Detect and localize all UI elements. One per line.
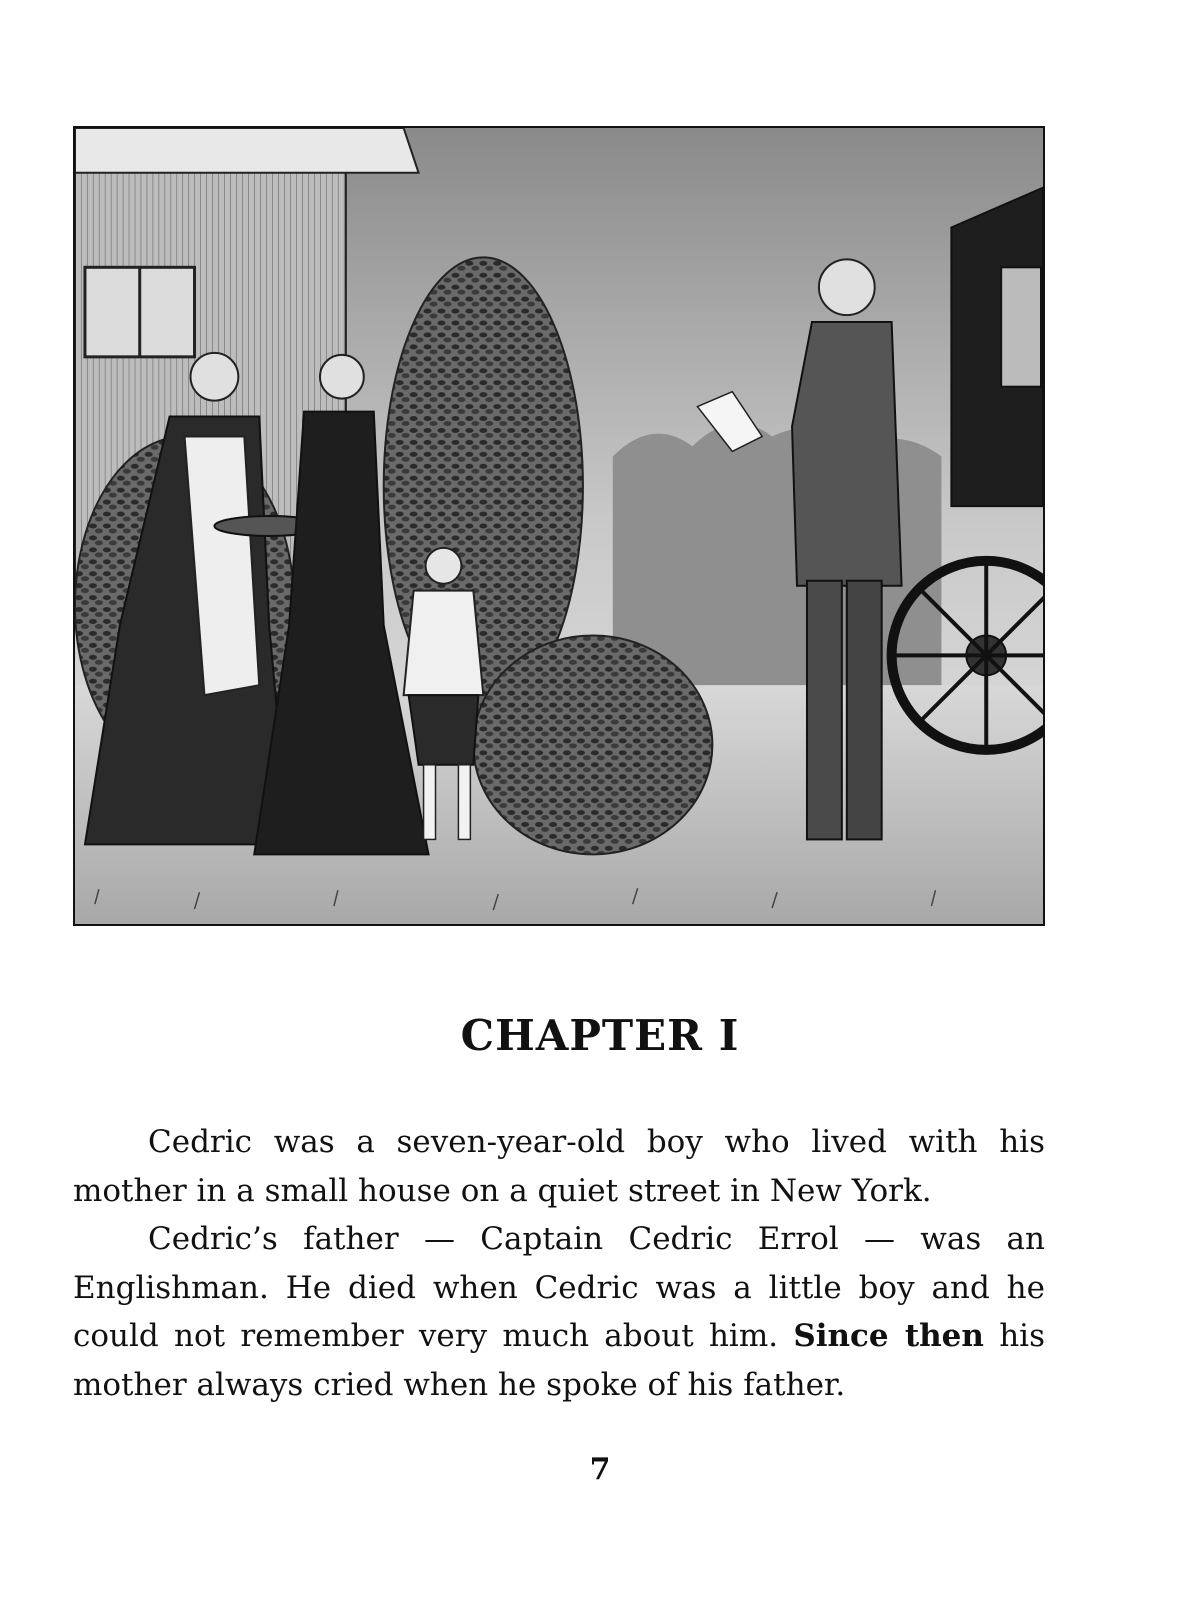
bold-phrase: Since then bbox=[793, 1318, 984, 1354]
chapter-body bbox=[73, 1118, 1045, 1409]
storybook-scene-illustration bbox=[73, 126, 1045, 926]
paragraph-text: his mother always cried when he spoke of his father. bbox=[73, 1318, 1045, 1403]
paragraph bbox=[73, 1118, 1045, 1215]
paragraph-text: Cedric’s father — Captain Cedric Errol — was an Englishman. He died when Cedric was a little boy and he could not remember very much about him. bbox=[73, 1221, 1045, 1354]
page-number: 7 bbox=[589, 1452, 611, 1487]
chapter-title: CHAPTER I bbox=[460, 1011, 740, 1060]
paragraph-text: Cedric was a seven-year-old boy who lived with his mother in a small house on a quiet street in New York. bbox=[73, 1124, 1045, 1209]
paragraph bbox=[73, 1215, 1045, 1409]
